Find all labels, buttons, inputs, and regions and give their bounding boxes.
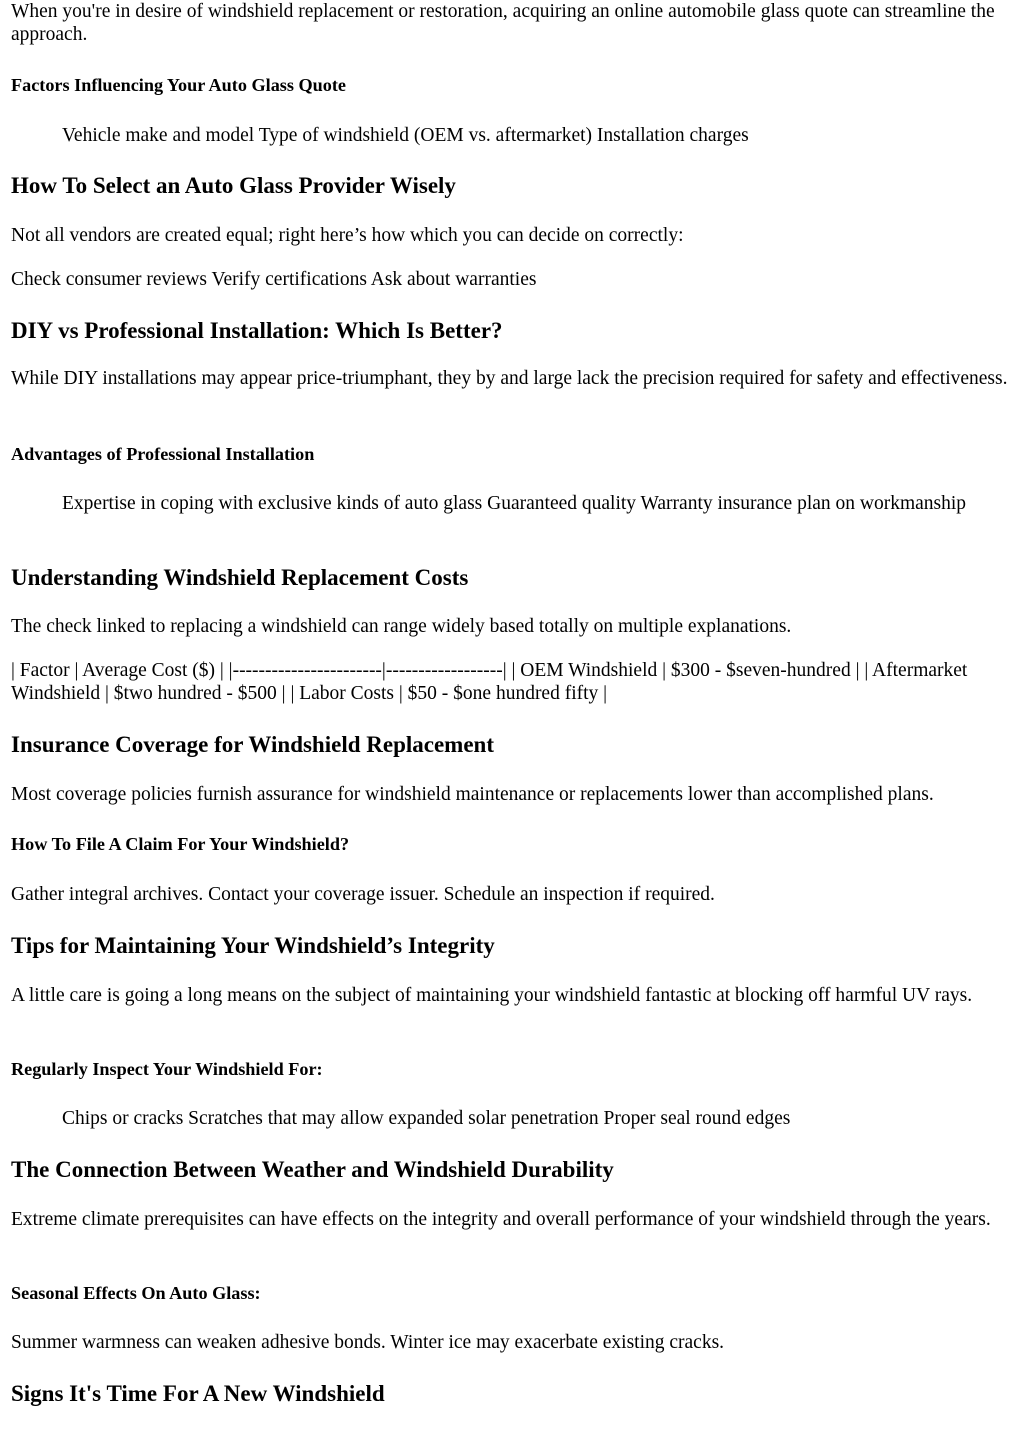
section-subheading: How To File A Claim For Your Windshield?	[11, 834, 350, 854]
body-paragraph: While DIY installations may appear price-triumphant, they by and large lack the precision required for safety and effectiveness.	[11, 368, 1008, 389]
section-heading: The Connection Between Weather and Windshield Durability	[11, 1157, 614, 1182]
body-paragraph: Extreme climate prerequisites can have effects on the integrity and overall performance of your windshield through the years.	[11, 1209, 991, 1230]
section-subheading: Seasonal Effects On Auto Glass:	[11, 1283, 261, 1303]
body-paragraph: Most coverage policies furnish assurance for windshield maintenance or replacements lower than accomplished plans.	[11, 784, 934, 805]
section-heading: Understanding Windshield Replacement Costs	[11, 565, 469, 590]
body-paragraph: Check consumer reviews Verify certifications Ask about warranties	[11, 269, 537, 290]
body-paragraph: Summer warmness can weaken adhesive bonds. Winter ice may exacerbate existing cracks.	[11, 1332, 725, 1353]
cost-table-text: | Factor | Average Cost ($) | |-----------------------|------------------| | OEM Windshield | $300 - $seven-hundred | | Aftermarket Windshield | $two hundred - $500 | | Labor Costs | $50 - $one hundred fifty |	[11, 660, 968, 705]
section-heading: How To Select an Auto Glass Provider Wisely	[11, 173, 456, 198]
section-subheading: Advantages of Professional Installation	[11, 444, 315, 464]
body-paragraph: A little care is going a long means on the subject of maintaining your windshield fantastic at blocking off harmful UV rays.	[11, 985, 973, 1006]
section-heading: Signs It's Time For A New Windshield	[11, 1381, 385, 1406]
body-paragraph: Not all vendors are created equal; right here’s how which you can decide on correctly:	[11, 225, 684, 246]
section-subheading: Factors Influencing Your Auto Glass Quote	[11, 75, 346, 95]
intro-paragraph: When you're in desire of windshield replacement or restoration, acquiring an online automobile glass quote can streamline the approach.	[11, 1, 995, 46]
quote-list: Vehicle make and model Type of windshield (OEM vs. aftermarket) Installation charges	[62, 125, 749, 146]
section-heading: Tips for Maintaining Your Windshield’s Integrity	[11, 933, 495, 958]
body-paragraph: Gather integral archives. Contact your coverage issuer. Schedule an inspection if required.	[11, 884, 715, 905]
quote-list: Expertise in coping with exclusive kinds of auto glass Guaranteed quality Warranty insurance plan on workmanship	[62, 493, 967, 514]
quote-list: Chips or cracks Scratches that may allow expanded solar penetration Proper seal round edges	[62, 1108, 791, 1129]
section-subheading: Regularly Inspect Your Windshield For:	[11, 1059, 323, 1079]
section-heading: DIY vs Professional Installation: Which Is Better?	[11, 318, 503, 343]
body-paragraph: The check linked to replacing a windshield can range widely based totally on multiple explanations.	[11, 616, 792, 637]
section-heading: Insurance Coverage for Windshield Replacement	[11, 732, 494, 757]
